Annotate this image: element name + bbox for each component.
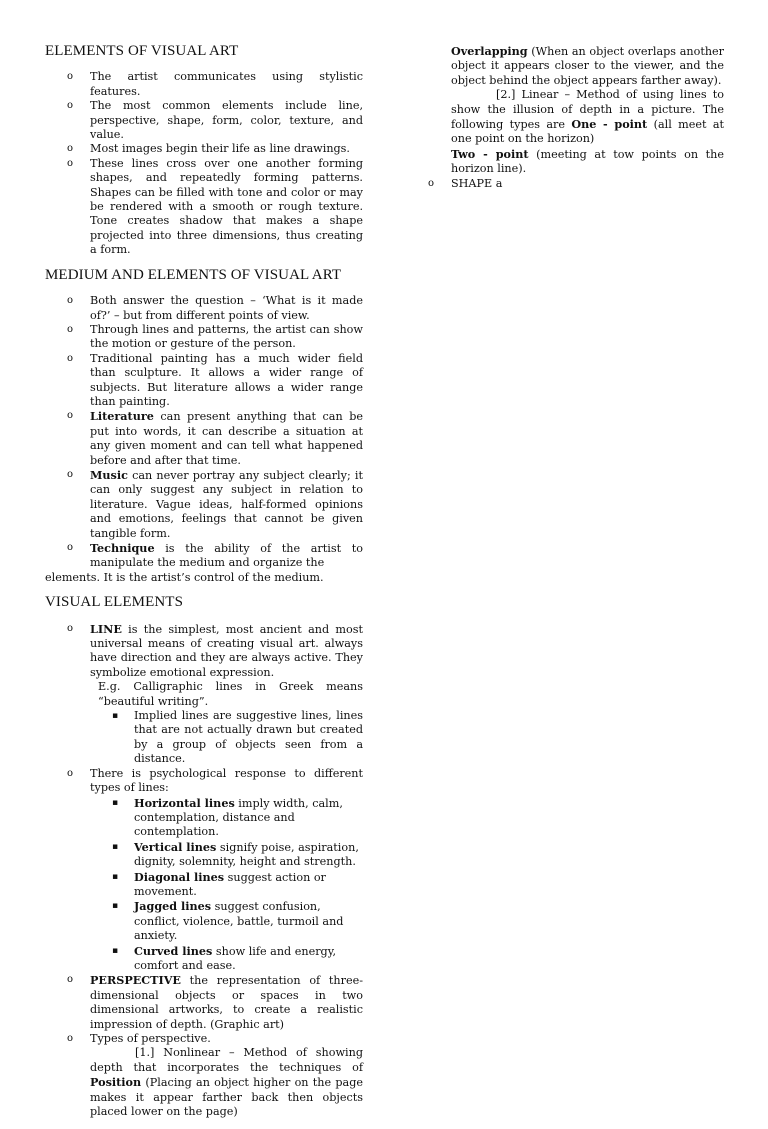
list-item: [45, 323, 363, 352]
item-text: Both answer the question – ‘What is it made of?’ – but from different points of view.: [90, 294, 363, 322]
item-text: is the simplest, most ancient and most universal means of creating visual art. always have direction and they are always active. They symbolize emotional expression.: [90, 622, 363, 679]
list-item: [45, 157, 363, 258]
nonlinear-text-end: (Placing an object higher on the page makes it appear farther back then objects placed lower on the page): [90, 1076, 363, 1119]
heading-elements: ELEMENTS OF VISUAL ART: [45, 43, 239, 59]
item-bold: Diagonal lines: [134, 869, 225, 884]
item-bold: LINE: [90, 621, 122, 636]
item-text: show life and energy, comfort and ease.: [134, 944, 337, 972]
list-item-types: [45, 1032, 363, 1119]
two-point-text: (meeting at tow points on the horizon line).: [451, 147, 724, 176]
bullet-icon: o: [67, 295, 74, 307]
bullet-icon: o: [67, 157, 74, 169]
section-elements: [45, 44, 363, 258]
item-text: There is psychological response to different types of lines:: [90, 766, 363, 795]
item-text: The artist communicates using stylistic features.: [90, 70, 363, 98]
bullet-icon: o: [67, 410, 74, 422]
item-text: Implied lines are suggestive lines, lines that are not actually drawn but created by a group of objects seen from a distance.: [134, 709, 363, 766]
section-visual-elements: [45, 595, 363, 1119]
item-bold: Vertical lines: [134, 839, 217, 854]
list-item: [45, 294, 363, 323]
sublist-item: [112, 840, 363, 870]
linear-paragraph: [451, 88, 724, 176]
item-text: imply width, calm, contemplation, distance and contemplation.: [134, 796, 343, 839]
sublist-item: [112, 796, 363, 840]
nonlinear-text: [1.] Nonlinear – Method of showing depth that incorporates the techniques of: [90, 1046, 363, 1074]
item-text: These lines cross over one another forming shapes, and repeatedly forming patterns. Shapes can be filled with tone and color or may be rendered with a smooth or rough texture. Tone creates shadow that makes a shape projected into three dimensions, thus creating a form.: [90, 156, 363, 257]
list-elements: [45, 70, 363, 257]
list-item-line: [45, 622, 363, 767]
bullet-icon: o: [67, 542, 74, 553]
list-visual-elements: [45, 622, 363, 1120]
heading-medium: MEDIUM AND ELEMENTS OF VISUAL ART: [45, 266, 342, 283]
item-text: suggest confusion, conflict, violence, battle, turmoil and anxiety.: [134, 900, 344, 943]
sublist-item: [112, 709, 363, 767]
overlapping-paragraph: [451, 44, 724, 88]
square-bullet-icon: ▪: [112, 901, 119, 912]
sublist-implied: [90, 709, 363, 767]
list-item: [45, 409, 363, 468]
bullet-icon: o: [67, 352, 74, 364]
item-text: is the ability of the artist to manipulate the medium and organize the: [90, 542, 363, 570]
item-bold: Literature: [90, 409, 154, 424]
item-bold: Jagged lines: [134, 899, 212, 914]
list-item: [45, 541, 363, 585]
bullet-icon: o: [67, 974, 74, 986]
list-item-psych: [45, 767, 363, 974]
example-text: E.g. Calligraphic lines in Greek means “beautiful writing”.: [98, 680, 363, 708]
list-medium: [45, 294, 363, 585]
bullet-icon: o: [67, 468, 74, 480]
sublist-item: [112, 944, 363, 974]
list-item: [45, 468, 363, 541]
item-text: can never portray any subject clearly; it can only suggest any subject in relation to literature. Vague ideas, half-formed opinions and emotions, feelings that cannot be given tangible form.: [90, 468, 363, 540]
heading-visual-elements: VISUAL ELEMENTS: [45, 594, 184, 611]
list-item-perspective: [45, 973, 363, 1032]
list-item: [45, 70, 363, 99]
list-item: [45, 352, 363, 410]
sublist-item: [112, 870, 363, 900]
item-bold: PERSPECTIVE: [90, 973, 181, 988]
square-bullet-icon: ▪: [112, 871, 119, 882]
item-text-continued: elements. It is the artist’s control of the medium.: [45, 570, 324, 584]
list-item: [45, 142, 363, 156]
item-text: Most images begin their life as line drawings.: [90, 142, 350, 156]
bullet-icon: o: [67, 323, 74, 335]
bullet-icon: o: [67, 71, 74, 83]
square-bullet-icon: ▪: [112, 945, 119, 956]
bullet-icon: o: [67, 100, 74, 112]
square-bullet-icon: ▪: [112, 841, 119, 852]
bullet-icon: o: [67, 1033, 74, 1044]
square-bullet-icon: ▪: [112, 797, 119, 808]
square-bullet-icon: ▪: [112, 711, 119, 722]
overlapping-text: (When an object overlaps another object it appears closer to the viewer, and the object behind the object appears farther away).: [451, 45, 724, 87]
item-text: suggest action or movement.: [134, 870, 326, 898]
linear-text: [2.] Linear – Method of using lines to show the illusion of depth in a picture. The following types are: [451, 88, 724, 132]
item-text: The most common elements include line, perspective, shape, form, color, texture, and value.: [90, 99, 363, 142]
item-bold: Horizontal lines: [134, 795, 235, 810]
position-bold: Position: [90, 1075, 142, 1090]
one-point-text: (all meet at one point on the horizon): [451, 118, 724, 146]
overlapping-bold: Overlapping: [451, 44, 528, 58]
list-item: [45, 99, 363, 142]
item-text: Traditional painting has a much wider field than sculpture. It allows a wider range of subjects. But literature allows a wider range than painting.: [90, 351, 363, 408]
item-bold: Technique: [90, 541, 155, 555]
sublist-item: [112, 899, 363, 943]
list-item-shape: [428, 177, 724, 191]
shape-text: SHAPE a: [451, 176, 503, 190]
bullet-icon: o: [67, 622, 74, 634]
left-column: [45, 44, 363, 1129]
item-text: the representation of three-dimensional objects or spaces in two dimensional artworks, to create a realistic impression of depth. (Graphic art): [90, 974, 363, 1031]
one-point-bold: One - point: [571, 117, 648, 132]
right-column: [428, 44, 724, 191]
item-text: Through lines and patterns, the artist can show the motion or gesture of the person.: [90, 322, 363, 351]
item-text: can present anything that can be put into words, it can describe a situation at any given moment and can tell what happened before and after that time.: [90, 410, 363, 467]
section-medium: [45, 268, 363, 586]
bullet-icon: o: [67, 767, 74, 779]
bullet-icon: o: [428, 177, 435, 189]
item-bold: Music: [90, 467, 128, 482]
two-point-bold: Two - point: [451, 146, 529, 161]
nonlinear-paragraph: [90, 1046, 363, 1119]
item-bold: Curved lines: [134, 943, 213, 958]
sublist-lines: [90, 796, 363, 974]
bullet-icon: o: [67, 143, 74, 155]
item-text: signify poise, aspiration, dignity, solemnity, height and strength.: [134, 840, 359, 869]
item-text: Types of perspective.: [90, 1032, 211, 1045]
